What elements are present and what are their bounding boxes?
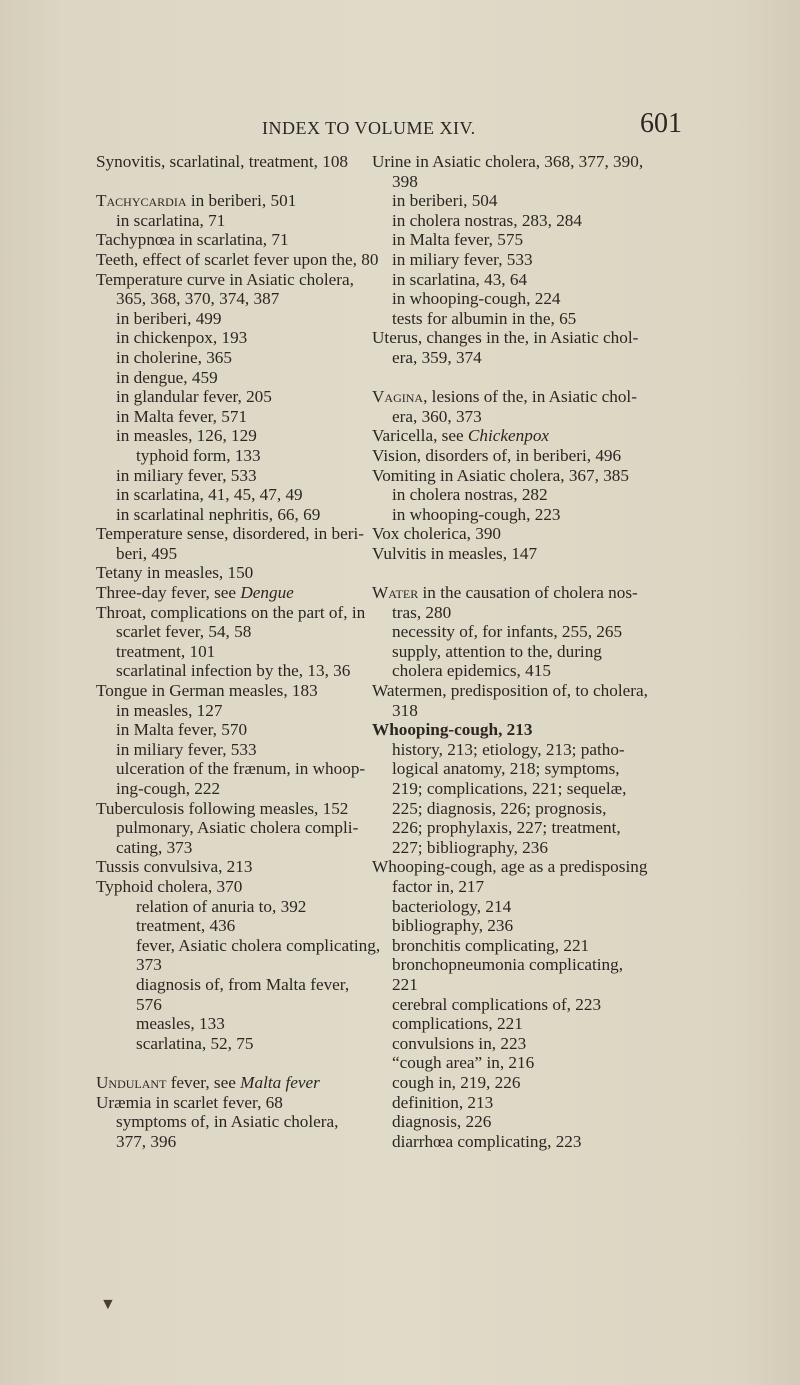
cross-reference: Malta fever <box>240 1072 320 1092</box>
entry-text: in scarlatinal nephritis, 66, 69 <box>116 504 321 524</box>
entry-text: pulmonary, Asiatic cholera compli- <box>116 818 359 838</box>
index-entry <box>372 328 732 348</box>
index-entry <box>372 524 732 544</box>
index-subentry <box>372 661 732 681</box>
entry-text: Whooping-cough, 213 <box>372 720 533 740</box>
entry-lead-word: Vagina <box>372 387 424 407</box>
index-subentry <box>372 759 732 779</box>
index-subentry <box>372 348 732 368</box>
entry-text: 227; bibliography, 236 <box>392 837 548 857</box>
entry-text: symptoms of, in Asiatic cholera, <box>116 1112 339 1132</box>
index-subentry <box>372 250 732 270</box>
entry-text: Uterus, changes in the, in Asiatic chol- <box>372 328 639 348</box>
entry-text: in chickenpox, 193 <box>116 328 248 348</box>
entry-text: 225; diagnosis, 226; prognosis, <box>392 798 607 818</box>
index-subentry <box>372 818 732 838</box>
entry-text: 576 <box>136 994 162 1014</box>
index-subentry <box>372 740 732 760</box>
entry-text: Temperature curve in Asiatic cholera, <box>96 269 354 289</box>
index-subentry <box>372 897 732 917</box>
entry-text: Teeth, effect of scarlet fever upon the, 80 <box>96 249 379 269</box>
entry-lead-word: Tachycardia <box>96 191 187 211</box>
printer-mark: ▼ <box>100 1296 116 1313</box>
entry-text: relation of anuria to, 392 <box>136 896 307 916</box>
entry-text: in cholera nostras, 283, 284 <box>392 210 582 230</box>
entry-text: Vomiting in Asiatic cholera, 367, 385 <box>372 465 629 485</box>
index-subentry <box>372 936 732 956</box>
index-entry <box>372 720 732 740</box>
page-number: 601 <box>640 108 682 139</box>
index-subentry <box>372 289 732 309</box>
index-entry <box>372 583 732 603</box>
entry-text: scarlatina, 52, 75 <box>136 1033 254 1053</box>
entry-text: cating, 373 <box>116 837 193 857</box>
index-subentry <box>372 877 732 897</box>
entry-text: era, 359, 374 <box>392 347 482 367</box>
running-title: INDEX TO VOLUME XIV. <box>262 118 476 138</box>
entry-lead-word: Water <box>372 583 419 603</box>
index-subentry <box>372 603 732 623</box>
entry-text: in Malta fever, 571 <box>116 406 248 426</box>
entry-text: Vulvitis in measles, 147 <box>372 543 538 563</box>
entry-text: Uræmia in scarlet fever, 68 <box>96 1092 283 1112</box>
entry-text: logical anatomy, 218; symptoms, <box>392 759 620 779</box>
entry-text: in scarlatina, 71 <box>116 210 226 230</box>
entry-text: factor in, 217 <box>392 876 485 896</box>
entry-text: ulceration of the frænum, in whoop- <box>116 759 366 779</box>
index-entry <box>372 387 732 407</box>
index-subentry <box>372 270 732 290</box>
entry-text: scarlatinal infection by the, 13, 36 <box>116 661 351 681</box>
entry-text: Watermen, predisposition of, to cholera, <box>372 681 648 701</box>
index-subentry <box>372 505 732 525</box>
entry-text: beri, 495 <box>116 543 178 563</box>
index-subentry <box>372 309 732 329</box>
entry-text: in miliary fever, 533 <box>116 465 257 485</box>
entry-text: in cholera nostras, 282 <box>392 485 548 505</box>
entry-text: definition, 213 <box>392 1092 494 1112</box>
entry-text: bronchitis complicating, 221 <box>392 935 590 955</box>
index-subentry <box>372 701 732 721</box>
entry-text: in scarlatina, 43, 64 <box>392 269 528 289</box>
entry-text: 365, 368, 370, 374, 387 <box>116 289 280 309</box>
entry-text: cough in, 219, 226 <box>392 1072 521 1092</box>
index-entry <box>372 446 732 466</box>
entry-text: in measles, 126, 129 <box>116 426 257 446</box>
index-subentry <box>372 622 732 642</box>
cross-reference: Dengue <box>240 583 294 603</box>
entry-text: era, 360, 373 <box>392 406 482 426</box>
entry-text: Tetany in measles, 150 <box>96 563 254 583</box>
entry-text: in beriberi, 504 <box>392 191 498 211</box>
entry-text: bibliography, 236 <box>392 916 514 936</box>
entry-text: 318 <box>392 700 418 720</box>
entry-text: in the causation of cholera nos- <box>418 583 638 603</box>
entry-text: diagnosis of, from Malta fever, <box>136 974 350 994</box>
entry-text: in beriberi, 499 <box>116 308 222 328</box>
entry-text: Vision, disorders of, in beriberi, 496 <box>372 445 622 465</box>
entry-text: in scarlatina, 41, 45, 47, 49 <box>116 485 303 505</box>
entry-text: diarrhœa complicating, 223 <box>392 1131 582 1151</box>
index-entry <box>372 426 732 446</box>
entry-text: treatment, 101 <box>116 641 216 661</box>
entry-text: Vox cholerica, 390 <box>372 524 502 544</box>
entry-text: 219; complications, 221; sequelæ, <box>392 779 627 798</box>
entry-text: in whooping-cough, 224 <box>392 289 561 309</box>
entry-text: bronchopneumonia complicating, <box>392 955 624 975</box>
entry-text: Varicella, see <box>372 426 468 446</box>
entry-text: typhoid form, 133 <box>136 445 261 465</box>
index-subentry <box>372 1132 732 1152</box>
entry-text: cholera epidemics, 415 <box>392 661 551 681</box>
entry-text: history, 213; etiology, 213; patho- <box>392 739 625 759</box>
entry-text: Temperature sense, disordered, in beri- <box>96 524 364 544</box>
entry-text: measles, 133 <box>136 1014 225 1034</box>
entry-text: in glandular fever, 205 <box>116 387 272 407</box>
index-entry <box>372 152 732 172</box>
index-subentry <box>372 1053 732 1073</box>
index-subentry <box>372 642 732 662</box>
entry-text: Whooping-cough, age as a predisposing <box>372 857 648 877</box>
entry-text: ing-cough, 222 <box>116 779 221 798</box>
index-subentry <box>372 1034 732 1054</box>
index-subentry <box>372 838 732 858</box>
entry-text: fever, Asiatic cholera complicating, <box>136 935 381 955</box>
entry-text: complications, 221 <box>392 1014 523 1034</box>
entry-text: fever, see <box>166 1072 241 1092</box>
index-subentry <box>372 485 732 505</box>
entry-text: , lesions of the, in Asiatic chol- <box>423 387 637 407</box>
entry-text: 377, 396 <box>116 1131 177 1151</box>
index-column-right <box>372 152 732 1151</box>
entry-text: in dengue, 459 <box>116 367 218 387</box>
entry-text: in whooping-cough, 223 <box>392 504 561 524</box>
entry-text: 226; prophylaxis, 227; treatment, <box>392 818 621 838</box>
entry-text: Typhoid cholera, 370 <box>96 876 243 896</box>
entry-text: 373 <box>136 955 162 975</box>
index-subentry <box>372 779 732 799</box>
index-entry <box>372 681 732 701</box>
entry-text: necessity of, for infants, 255, 265 <box>392 622 623 642</box>
index-subentry <box>372 975 732 995</box>
cross-reference: Chickenpox <box>467 426 550 446</box>
entry-text: Synovitis, scarlatinal, treatment, 108 <box>96 152 349 171</box>
entry-text: Tongue in German measles, 183 <box>96 681 318 701</box>
entry-text: “cough area” in, 216 <box>392 1053 535 1073</box>
index-subentry <box>372 230 732 250</box>
entry-text: in beriberi, 501 <box>186 191 297 211</box>
index-entry <box>372 466 732 486</box>
section-gap <box>372 368 732 388</box>
entry-text: in miliary fever, 533 <box>392 249 533 269</box>
index-subentry <box>372 211 732 231</box>
entry-text: in Malta fever, 570 <box>116 720 248 740</box>
index-subentry <box>372 1073 732 1093</box>
entry-text: bacteriology, 214 <box>392 896 512 916</box>
entry-text: Urine in Asiatic cholera, 368, 377, 390, <box>372 152 644 171</box>
entry-text: convulsions in, 223 <box>392 1033 527 1053</box>
entry-text: supply, attention to the, during <box>392 641 602 661</box>
entry-text: tests for albumin in the, 65 <box>392 308 577 328</box>
index-subentry <box>372 916 732 936</box>
entry-text: 398 <box>392 171 418 191</box>
entry-text: Tuberculosis following measles, 152 <box>96 798 349 818</box>
entry-text: treatment, 436 <box>136 916 236 936</box>
entry-text: diagnosis, 226 <box>392 1112 492 1132</box>
index-subentry <box>372 191 732 211</box>
entry-text: 221 <box>392 974 418 994</box>
entry-text: Three-day fever, see <box>96 583 241 603</box>
index-subentry <box>372 995 732 1015</box>
index-subentry <box>372 1112 732 1132</box>
entry-text: Tachypnœa in scarlatina, 71 <box>96 230 289 250</box>
index-subentry <box>372 407 732 427</box>
entry-text: Throat, complications on the part of, in <box>96 602 366 622</box>
entry-text: in cholerine, 365 <box>116 347 232 367</box>
page-header <box>0 108 800 142</box>
entry-text: cerebral complications of, 223 <box>392 994 602 1014</box>
index-subentry <box>372 799 732 819</box>
index-subentry <box>372 955 732 975</box>
index-subentry <box>372 1014 732 1034</box>
section-gap <box>372 563 732 583</box>
entry-text: Tussis convulsiva, 213 <box>96 857 253 877</box>
index-subentry <box>372 1093 732 1113</box>
index-entry <box>372 857 732 877</box>
entry-text: in miliary fever, 533 <box>116 739 257 759</box>
index-entry <box>372 544 732 564</box>
entry-text: in measles, 127 <box>116 700 223 720</box>
entry-lead-word: Undulant <box>96 1072 167 1092</box>
entry-text: scarlet fever, 54, 58 <box>116 622 252 642</box>
entry-text: in Malta fever, 575 <box>392 230 524 250</box>
entry-text: tras, 280 <box>392 602 452 622</box>
index-subentry <box>372 172 732 192</box>
